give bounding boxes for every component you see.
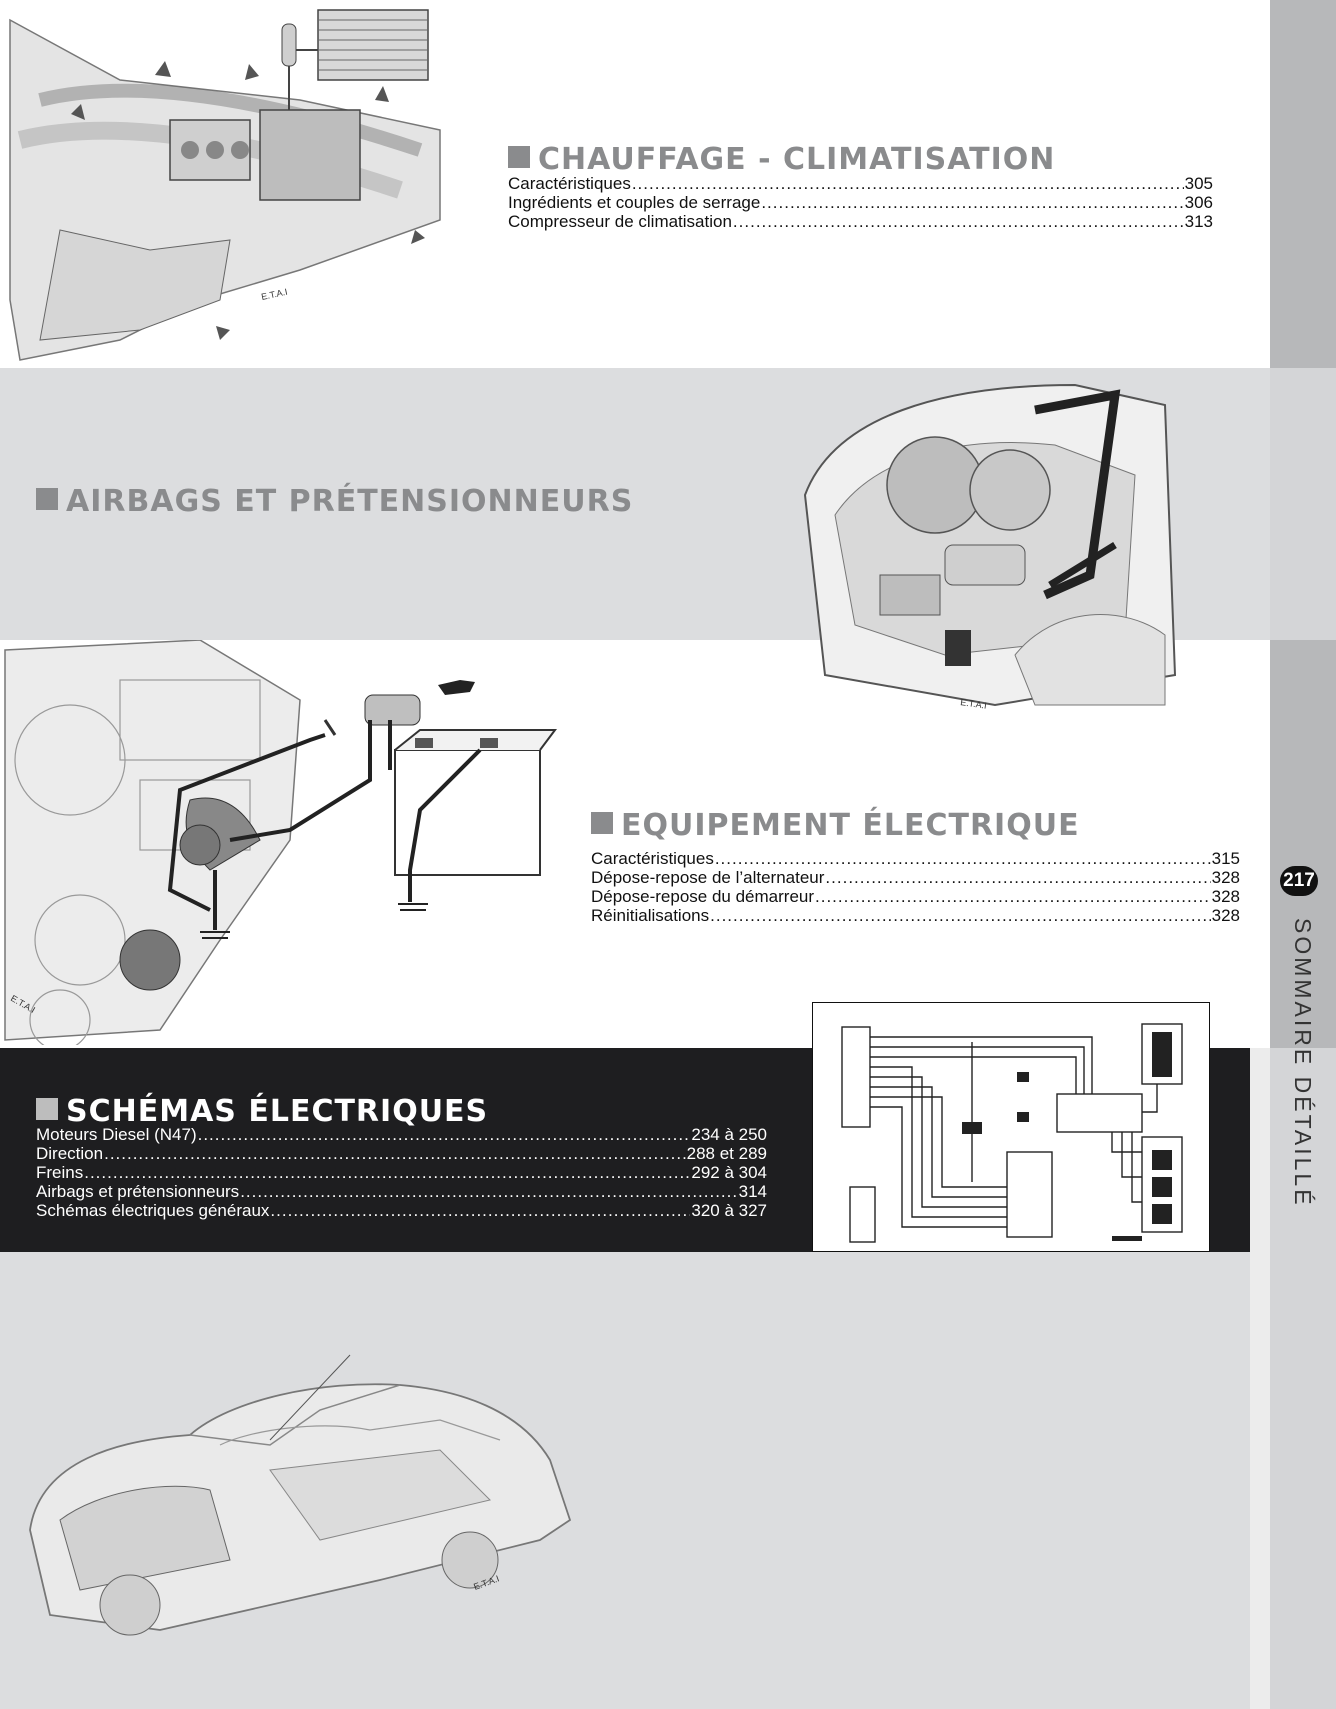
toc-entry-label: Caractéristiques — [591, 849, 714, 868]
section-title-airbags: AIRBAGS ET PRÉTENSIONNEURS — [36, 484, 633, 519]
toc-entry-label: Freins — [36, 1163, 84, 1182]
toc-entry-page: 328 — [1211, 906, 1240, 925]
heating-system-illustration — [0, 0, 450, 368]
toc-entry-label: Airbags et prétensionneurs — [36, 1182, 240, 1201]
toc-entry-label: Ingrédients et couples de serrage — [508, 193, 761, 212]
toc-entry[interactable] — [591, 906, 1240, 925]
toc-entry-label: Moteurs Diesel (N47) — [36, 1125, 197, 1144]
square-bullet-icon — [36, 1098, 58, 1120]
toc-entry-label: Schémas électriques généraux — [36, 1201, 270, 1220]
toc-entry-page: 306 — [1184, 193, 1213, 212]
sidebar-light-strip — [1250, 1048, 1270, 1709]
toc-entry[interactable] — [36, 1125, 767, 1144]
toc-entry-label: Caractéristiques — [508, 174, 631, 193]
sidebar-label: SOMMAIRE DÉTAILLÉ — [1290, 918, 1316, 1208]
toc-entry-label: Réinitialisations — [591, 906, 710, 925]
etai-mark: E.T.A.I — [9, 993, 37, 1015]
toc-entry-label: Direction — [36, 1144, 104, 1163]
square-bullet-icon — [591, 812, 613, 834]
electrical-equipment-illustration — [0, 640, 560, 1045]
toc-entry[interactable] — [508, 212, 1213, 231]
etai-mark: E.T.A.I — [959, 697, 988, 711]
toc-entry[interactable] — [591, 868, 1240, 887]
toc-entry[interactable] — [36, 1201, 767, 1220]
sidebar-dark-segment — [1270, 0, 1336, 368]
toc-entry-page: 328 — [1211, 868, 1240, 887]
car-body-illustration — [20, 1350, 580, 1640]
toc-entry-page: 305 — [1184, 174, 1213, 193]
toc-entry-page: 288 et 289 — [686, 1144, 767, 1163]
square-bullet-icon — [36, 488, 58, 510]
section-title-equipement: EQUIPEMENT ÉLECTRIQUE — [591, 808, 1080, 843]
toc-entry-label: Dépose-repose de l’alternateur — [591, 868, 825, 887]
toc-entry-page: 328 — [1211, 887, 1240, 906]
toc-schemas — [36, 1125, 767, 1220]
section-title-schemas: SCHÉMAS ÉLECTRIQUES — [36, 1094, 488, 1129]
toc-entry[interactable] — [508, 174, 1213, 193]
page-number-badge: 217 — [1280, 866, 1318, 896]
section-title-chauffage: CHAUFFAGE - CLIMATISATION — [508, 142, 1055, 177]
toc-entry[interactable] — [36, 1182, 767, 1201]
etai-mark: E.T.A.I — [260, 286, 289, 302]
toc-entry[interactable] — [591, 849, 1240, 868]
toc-entry-page: 320 à 327 — [691, 1201, 767, 1220]
toc-entry-page: 313 — [1184, 212, 1213, 231]
toc-entry[interactable] — [36, 1163, 767, 1182]
toc-entry-label: Compresseur de climatisation — [508, 212, 732, 231]
toc-entry-label: Dépose-repose du démarreur — [591, 887, 815, 906]
airbags-illustration — [795, 375, 1180, 720]
toc-entry[interactable] — [36, 1144, 767, 1163]
square-bullet-icon — [508, 146, 530, 168]
toc-entry-page: 314 — [738, 1182, 767, 1201]
toc-entry-page: 315 — [1211, 849, 1240, 868]
etai-mark: E.T.A.I — [472, 1573, 501, 1592]
toc-entry-page: 234 à 250 — [691, 1125, 767, 1144]
toc-entry[interactable] — [591, 887, 1240, 906]
toc-entry[interactable] — [508, 193, 1213, 212]
toc-equipement — [591, 849, 1240, 925]
wiring-diagram-illustration — [812, 1002, 1210, 1252]
toc-chauffage — [508, 174, 1213, 231]
toc-entry-page: 292 à 304 — [691, 1163, 767, 1182]
